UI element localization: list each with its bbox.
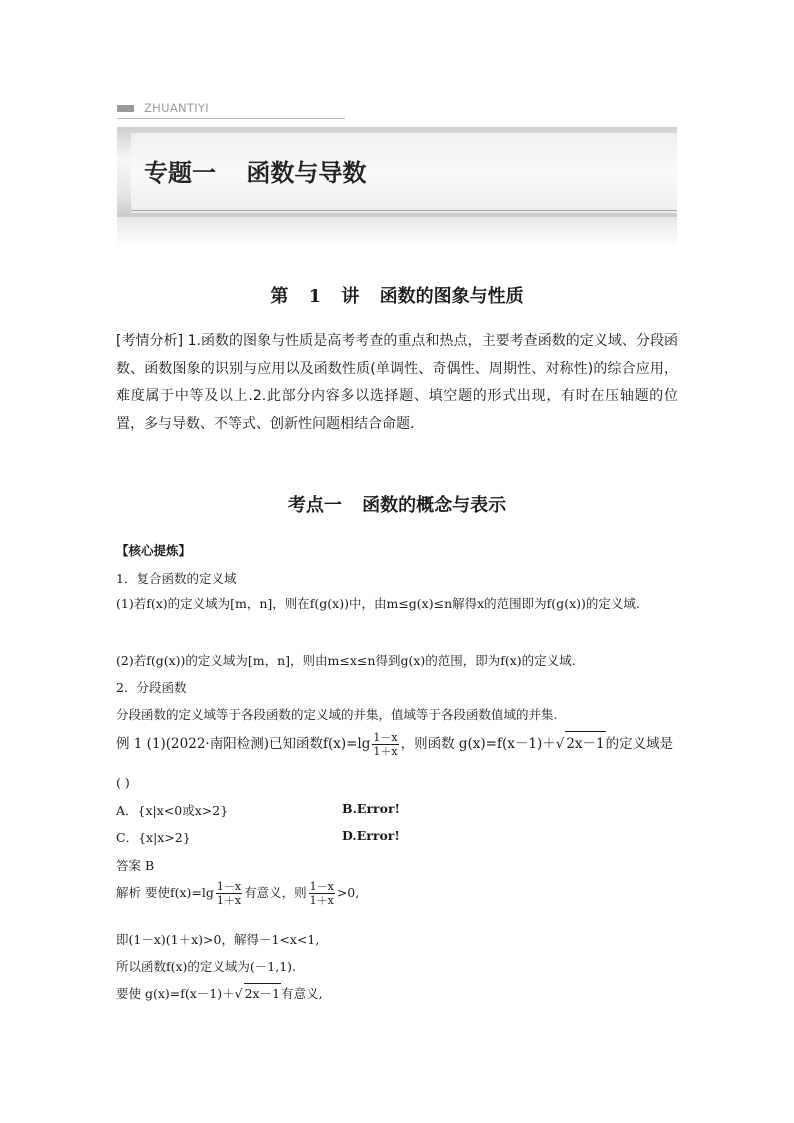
chapter-label: [117, 101, 209, 115]
sqrt-radicand: 2x－1: [565, 731, 605, 752]
answer-blank: ( ): [116, 775, 130, 790]
solution-tail: >0,: [336, 885, 360, 900]
solution-line4-lead: 要使 g(x)=f(x－1)＋: [116, 986, 235, 1001]
solution-mid: 有意义，则: [244, 885, 307, 900]
sqrt-icon: √: [555, 736, 565, 752]
lecture-title: 第 1 讲 函数的图象与性质: [270, 286, 524, 307]
sqrt-icon: √: [234, 986, 243, 1001]
banner-line: [131, 210, 677, 211]
fraction: [372, 731, 398, 758]
fraction-denominator: 1＋x: [309, 894, 334, 907]
option-d: D.Error!: [342, 828, 400, 843]
fraction-denominator: 1＋x: [373, 745, 398, 758]
example-question: [116, 731, 673, 758]
chapter-pinyin: ZHUANTIYI: [144, 101, 209, 115]
fraction-numerator: 1－x: [216, 880, 242, 893]
item1-para1: (1)若f(x)的定义域为[m，n]，则在f(g(x))中，由m≤g(x)≤n解得x的范围即为f(g(x))的定义域.: [116, 596, 640, 611]
label-block-icon: [117, 105, 134, 112]
banner-shadow: [117, 217, 677, 247]
solution-line3: 所以函数f(x)的定义域为(－1,1).: [116, 959, 297, 974]
chapter-banner: [117, 127, 677, 217]
solution-line4: [116, 983, 323, 1002]
fraction: [216, 880, 242, 907]
section-title: 考点一 函数的概念与表示: [287, 495, 507, 516]
option-b: B.Error!: [342, 801, 401, 816]
item2-title: 2．分段函数: [116, 680, 187, 695]
example-tail: 的定义域是: [605, 736, 674, 752]
fraction-denominator: 1＋x: [216, 894, 242, 907]
fraction-numerator: 1－x: [309, 880, 334, 893]
item1-para2: (2)若f(g(x))的定义域为[m，n]，则由m≤x≤n得到g(x)的范围，即为f(x)的定义域.: [116, 653, 576, 668]
header-rule: [117, 118, 345, 119]
solution-line4-tail: 有意义,: [281, 986, 323, 1001]
option-a: A．{x|x<0或x>2}: [116, 803, 229, 818]
example-lead: 例 1 (1)(2022·南阳检测)已知函数f(x)=lg: [116, 736, 371, 752]
solution-line2: 即(1－x)(1＋x)>0，解得－1<x<1,: [116, 932, 320, 947]
sqrt-radicand: 2x－1: [244, 983, 281, 1002]
fraction-numerator: 1－x: [373, 731, 398, 744]
item1-title: 1．复合函数的定义域: [116, 571, 237, 586]
item2-para1: 分段函数的定义域等于各段函数的定义域的并集，值域等于各段函数值域的并集.: [116, 707, 558, 722]
option-c: C．{x|x>2}: [116, 830, 191, 845]
answer: 答案 B: [116, 858, 155, 873]
solution-line1: [116, 880, 359, 907]
core-heading: 【核心提炼】: [116, 543, 192, 558]
example-mid: ，则函数 g(x)=f(x－1)＋: [400, 736, 556, 752]
exam-analysis: [考情分析] 1.函数的图象与性质是高考考查的重点和热点，主要考查函数的定义域、分段函数、函数图象的识别与应用以及函数性质(单调性、奇偶性、周期性、对称性)的综合应用，难度属于中等及以上.2.此部分内容多以选择题、填空题的形式出现，有时在压轴题的位置，多与导数、不等式、创新性问题相结合命题．: [116, 333, 678, 432]
chapter-title: 专题一 函数与导数: [144, 159, 367, 187]
fraction: [309, 880, 335, 907]
solution-lead: 解析 要使f(x)=lg: [116, 885, 214, 900]
